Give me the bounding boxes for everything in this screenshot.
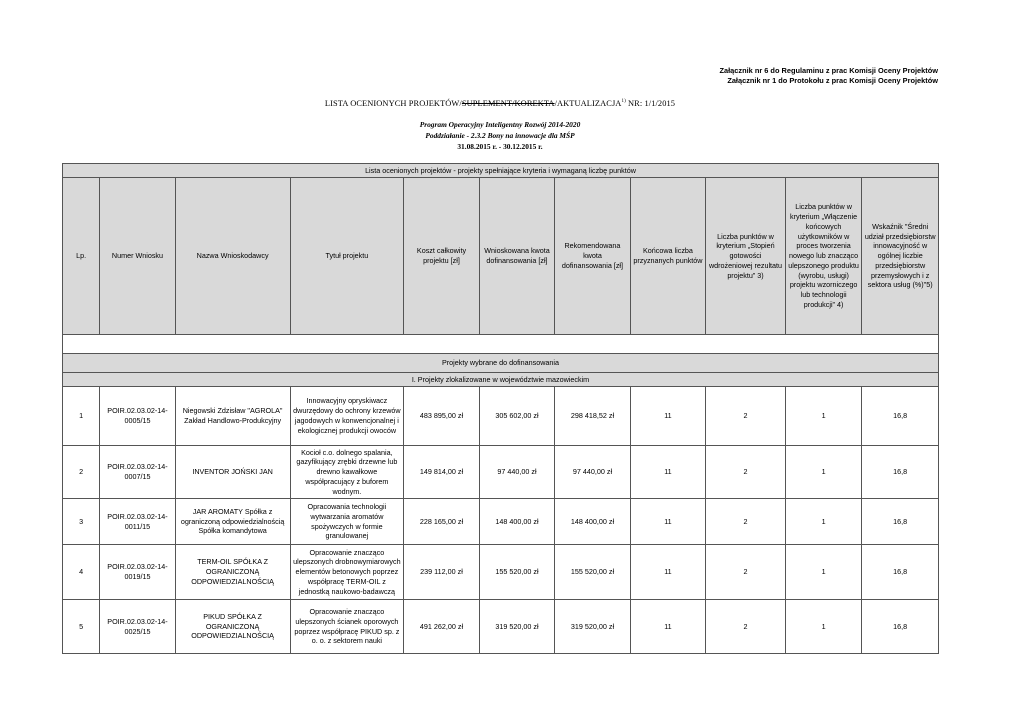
col-requested-cell: 155 520,00 zł [479, 545, 554, 600]
table-row [63, 600, 939, 654]
title-footnote: 1) [621, 99, 626, 104]
col-requested-header: Wnioskowana kwota dofinansowania [zł] [479, 178, 554, 335]
col-title-header: Tytuł projektu [290, 178, 404, 335]
col-points-cell: 11 [630, 387, 705, 446]
region-row [63, 373, 939, 387]
title-prefix: LISTA OCENIONYCH PROJEKTÓW/ [324, 99, 462, 108]
col-recommended-cell: 298 418,52 zł [555, 387, 630, 446]
col-requested-cell: 97 440,00 zł [479, 446, 554, 499]
col-title-cell: Opracowania technologii wytwarzania aromatów spożywczych w formie granulowanej [290, 499, 404, 545]
col-index-header: Wskaźnik "Średni udział przedsiębiorstw innowacyjność w ogólnej liczbie przedsiębiorstw przemysłowych i z sektora usług (%)"5) [862, 178, 939, 335]
col-index-cell: 16,8 [862, 446, 939, 499]
col-title-cell: Kocioł c.o. dolnego spalania, gazyfikujący zrębki drzewne lub drewno kawałkowe współpracujący z buforem wodnym. [290, 446, 404, 499]
col-recommended-cell: 148 400,00 zł [555, 499, 630, 545]
projects-table [62, 163, 939, 654]
col-crit4-header: Liczba punktów w kryterium „Włączenie końcowych użytkowników w proces tworzenia nowego lub znacząco ulepszonego produktu (wyrobu, usługi) projektu wzorniczego lub technologii produkcji” 4) [785, 178, 862, 335]
attachment-line-2: Załącznik nr 1 do Protokołu z prac Komisji Oceny Projektów [727, 75, 938, 85]
col-recommended-cell: 97 440,00 zł [555, 446, 630, 499]
col-title-cell: Opracowanie znacząco ulepszonych drobnowymiarowych elementów betonowych poprzez współpracę TERM-OIL z jednostką naukowo-badawczą [290, 545, 404, 600]
col-crit4-cell: 1 [785, 600, 862, 654]
table-title: Lista ocenionych projektów - projekty spełniające kryteria i wymaganą liczbę punktów [63, 164, 939, 178]
col-cost-cell: 149 814,00 zł [404, 446, 479, 499]
col-crit4-cell: 1 [785, 387, 862, 446]
title-suffix: /AKTUALIZACJA [554, 99, 622, 108]
col-points-cell: 11 [630, 499, 705, 545]
col-cost-cell: 239 112,00 zł [404, 545, 479, 600]
col-lp-cell: 5 [63, 600, 100, 654]
title-struck: SUPLEMENT/KOREKTA [461, 99, 555, 108]
table-row [63, 499, 939, 545]
col-number-cell: POIR.02.03.02-14-0005/15 [100, 387, 175, 446]
date-range: 31.08.2015 r. - 30.12.2015 r. [457, 142, 543, 151]
table-row [63, 545, 939, 600]
col-index-cell: 16,8 [862, 600, 939, 654]
col-number-header: Numer Wniosku [100, 178, 175, 335]
col-lp-cell: 4 [63, 545, 100, 600]
col-points-cell: 11 [630, 446, 705, 499]
title-number: NR: 1/1/2015 [625, 99, 676, 108]
col-applicant-cell: INVENTOR JOŃSKI JAN [175, 446, 290, 499]
table-title-row [63, 164, 939, 178]
attachment-note [720, 66, 939, 85]
col-cost-cell: 483 895,00 zł [404, 387, 479, 446]
selected-section-label: Projekty wybrane do dofinansowania [63, 354, 939, 373]
col-points-cell: 11 [630, 545, 705, 600]
col-lp-header: Lp. [63, 178, 100, 335]
col-cost-cell: 228 165,00 zł [404, 499, 479, 545]
attachment-line-1: Załącznik nr 6 do Regulaminu z prac Komisji Oceny Projektów [719, 66, 938, 75]
col-crit4-cell: 1 [785, 545, 862, 600]
table-row [63, 446, 939, 499]
col-crit3-cell: 2 [706, 600, 786, 654]
col-title-cell: Opracowanie znacząco ulepszonych ścianek oporowych poprzez współpracę PIKUD sp. z o. o. z sektorem nauki [290, 600, 404, 654]
col-crit3-cell: 2 [706, 387, 786, 446]
document-title [0, 99, 1000, 108]
table-header-row [63, 178, 939, 335]
col-number-cell: POIR.02.03.02-14-0025/15 [100, 600, 175, 654]
col-lp-cell: 2 [63, 446, 100, 499]
col-cost-header: Koszt całkowity projektu [zł] [404, 178, 479, 335]
col-requested-cell: 148 400,00 zł [479, 499, 554, 545]
col-applicant-cell: JAR AROMATY Spółka z ograniczoną odpowiedzialnością Spółka komandytowa [175, 499, 290, 545]
col-requested-cell: 319 520,00 zł [479, 600, 554, 654]
col-crit3-cell: 2 [706, 545, 786, 600]
col-requested-cell: 305 602,00 zł [479, 387, 554, 446]
col-number-cell: POIR.02.03.02-14-0019/15 [100, 545, 175, 600]
col-title-cell: Innowacyjny opryskiwacz dwurzędowy do ochrony krzewów jagodowych w konwencjonalnej i ekologicznej produkcji owoców [290, 387, 404, 446]
table-row [63, 387, 939, 446]
col-applicant-cell: Niegowski Zdzisław "AGROLA" Zakład Handlowo-Produkcyjny [175, 387, 290, 446]
col-number-cell: POIR.02.03.02-14-0011/15 [100, 499, 175, 545]
col-recommended-cell: 319 520,00 zł [555, 600, 630, 654]
col-applicant-header: Nazwa Wnioskodawcy [175, 178, 290, 335]
col-recommended-cell: 155 520,00 zł [555, 545, 630, 600]
col-applicant-cell: PIKUD SPÓŁKA Z OGRANICZONĄ ODPOWIEDZIALNOŚCIĄ [175, 600, 290, 654]
col-lp-cell: 3 [63, 499, 100, 545]
col-applicant-cell: TERM-OIL SPÓŁKA Z OGRANICZONĄ ODPOWIEDZIALNOŚCIĄ [175, 545, 290, 600]
col-number-cell: POIR.02.03.02-14-0007/15 [100, 446, 175, 499]
col-recommended-header: Rekomendowana kwota dofinansowania [zł] [555, 178, 630, 335]
region-label: I. Projekty zlokalizowane w województwie mazowieckim [63, 373, 939, 387]
col-index-cell: 16,8 [862, 499, 939, 545]
blank-row [63, 335, 939, 354]
col-cost-cell: 491 262,00 zł [404, 600, 479, 654]
col-points-header: Końcowa liczba przyznanych punktów [630, 178, 705, 335]
col-index-cell: 16,8 [862, 545, 939, 600]
col-lp-cell: 1 [63, 387, 100, 446]
program-name: Program Operacyjny Inteligentny Rozwój 2014-2020 [419, 120, 581, 129]
col-crit4-cell: 1 [785, 446, 862, 499]
col-crit3-header: Liczba punktów w kryterium „Stopień gotowości wdrożeniowej rezultatu projektu” 3) [706, 178, 786, 335]
subaction-name: Poddziałanie - 2.3.2 Bony na innowacje dla MŚP [425, 131, 575, 140]
col-crit3-cell: 2 [706, 499, 786, 545]
col-index-cell: 16,8 [862, 387, 939, 446]
col-crit4-cell: 1 [785, 499, 862, 545]
col-crit3-cell: 2 [706, 446, 786, 499]
selected-section-row [63, 354, 939, 373]
col-points-cell: 11 [630, 600, 705, 654]
